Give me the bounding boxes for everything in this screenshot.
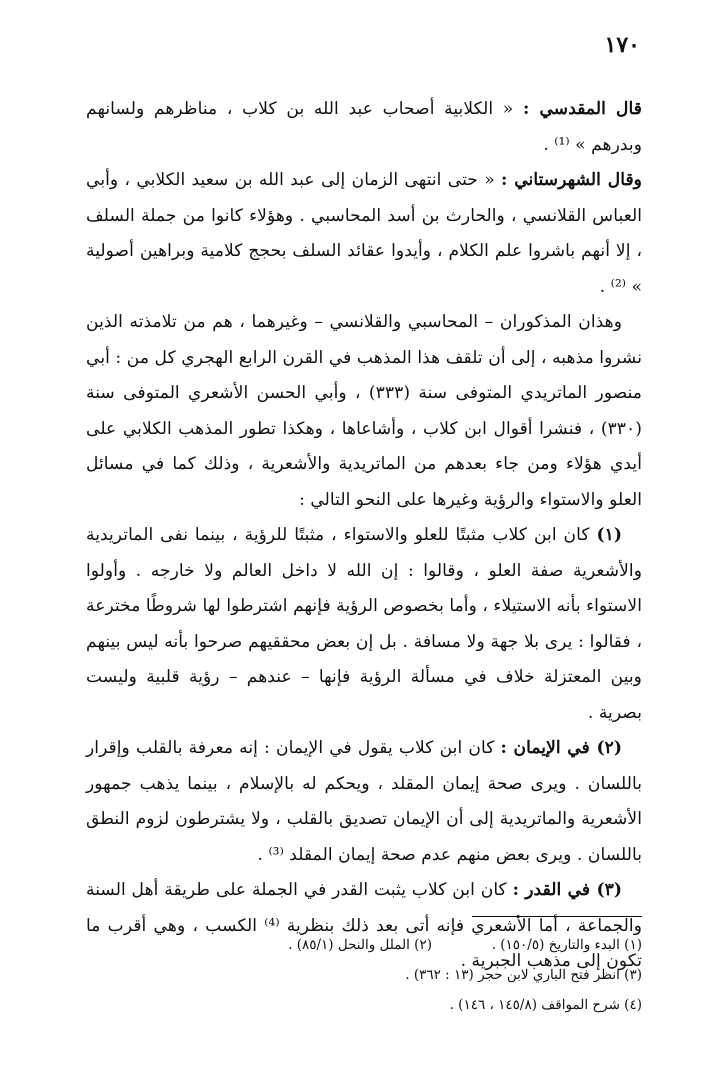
paragraph-text: كان ابن كلاب يثبت القدر في الجملة على طريقة أهل السنة والجماعة ، أما الأشعري فإنه أتى بعد ذلك بنظرية ⁽⁴⁾ الكسب ، وهي أقرب ما تكون إلى مذهب الجبرية .	[86, 880, 642, 971]
paragraph-lead: (١)	[596, 525, 622, 545]
paragraph-maqdisi	[86, 92, 642, 163]
paragraph-point-2	[86, 731, 642, 873]
footnote-4: (٤) شرح المواقف (١٤٥/٨ ، ١٤٦) .	[449, 997, 642, 1013]
paragraph-text: كان ابن كلاب مثبتًا للعلو والاستواء ، مثبتًا للرؤية ، بينما نفى الماتريدية والأشعرية صفة العلو ، وقالوا : إن الله لا داخل العالم ولا خارجه . وأولوا الاستواء بأنه الاستيلاء ، وأما بخصوص الرؤية فإنهم اشترطوا لها شروطًا مخترعة ، فقالوا : يرى بلا جهة ولا مسافة . بل إن بعض محققيهم صرحوا بأنه ليس بينهم وبين المعتزلة خلاف في مسألة الرؤية فإنها – عندهم – رؤية قلبية وليست بصرية .	[86, 525, 642, 723]
paragraph-lead: وقال الشهرستاني :	[501, 170, 642, 190]
paragraph-shahrastani	[86, 163, 642, 305]
page-number: ١٧٠	[604, 32, 640, 58]
footnote-3: (٣) انظر فتح الباري لابن حجر (١٣ : ٣٦٢) .	[405, 967, 642, 983]
footnote-divider	[472, 916, 642, 917]
footnote-row	[86, 960, 642, 990]
paragraph-text: كان ابن كلاب يقول في الإيمان : إنه معرفة بالقلب وإقرار باللسان . ويرى صحة إيمان المقلد ، ويحكم له بالإسلام ، بينما يذهب جمهور الأشعرية والماتريدية إلى أن الإيمان تصديق بالقلب ، ولا يشترطون لزوم النطق باللسان . ويرى بعض منهم عدم صحة إيمان المقلد ⁽³⁾ .	[86, 738, 642, 865]
footnote-row	[86, 930, 642, 960]
paragraph-text: « الكلابية أصحاب عبد الله بن كلاب ، مناظرهم ولسانهم وبدرهم » ⁽¹⁾ .	[86, 99, 642, 155]
footnotes	[86, 930, 642, 1020]
main-text	[86, 92, 642, 980]
paragraph-lead: (٣) في القدر :	[512, 880, 622, 900]
footnote-1: (١) البدء والتاريخ (١٥٠/٥) .	[491, 937, 642, 953]
paragraph-lead: (٢) في الإيمان :	[500, 738, 622, 758]
paragraph-lead: قال المقدسي :	[522, 99, 642, 119]
paragraph-point-1	[86, 518, 642, 731]
paragraph-text: « حتى انتهى الزمان إلى عبد الله بن سعيد الكلابي ، وأبي العباس القلانسي ، والحارث بن أسد المحاسبي . وهؤلاء كانوا من جملة السلف ، إلا أنهم باشروا علم الكلام ، وأيدوا عقائد السلف بحجج كلامية وبراهين أصولية » ⁽²⁾ .	[86, 170, 642, 297]
paragraph-students	[86, 305, 642, 518]
paragraph-text: وهذان المذكوران – المحاسبي والقلانسي – وغيرهما ، هم من تلامذته الذين نشروا مذهبه ، إلى أن تلقف هذا المذهب في القرن الرابع الهجري كل من : أبي منصور الماتريدي المتوفى سنة (٣٣٣) ، وأبي الحسن الأشعري المتوفى سنة (٣٣٠) ، فنشرا أقوال ابن كلاب ، وأشاعاها ، وهكذا تطور المذهب الكلابي على أيدي هؤلاء ومن جاء بعدهم من الماتريدية والأشعرية ، وذلك كما في مسائل العلو والاستواء والرؤية وغيرها على النحو التالي :	[86, 312, 642, 510]
footnote-2: (٢) الملل والنحل (٨٥/١) .	[288, 937, 432, 953]
footnote-row	[86, 990, 642, 1020]
